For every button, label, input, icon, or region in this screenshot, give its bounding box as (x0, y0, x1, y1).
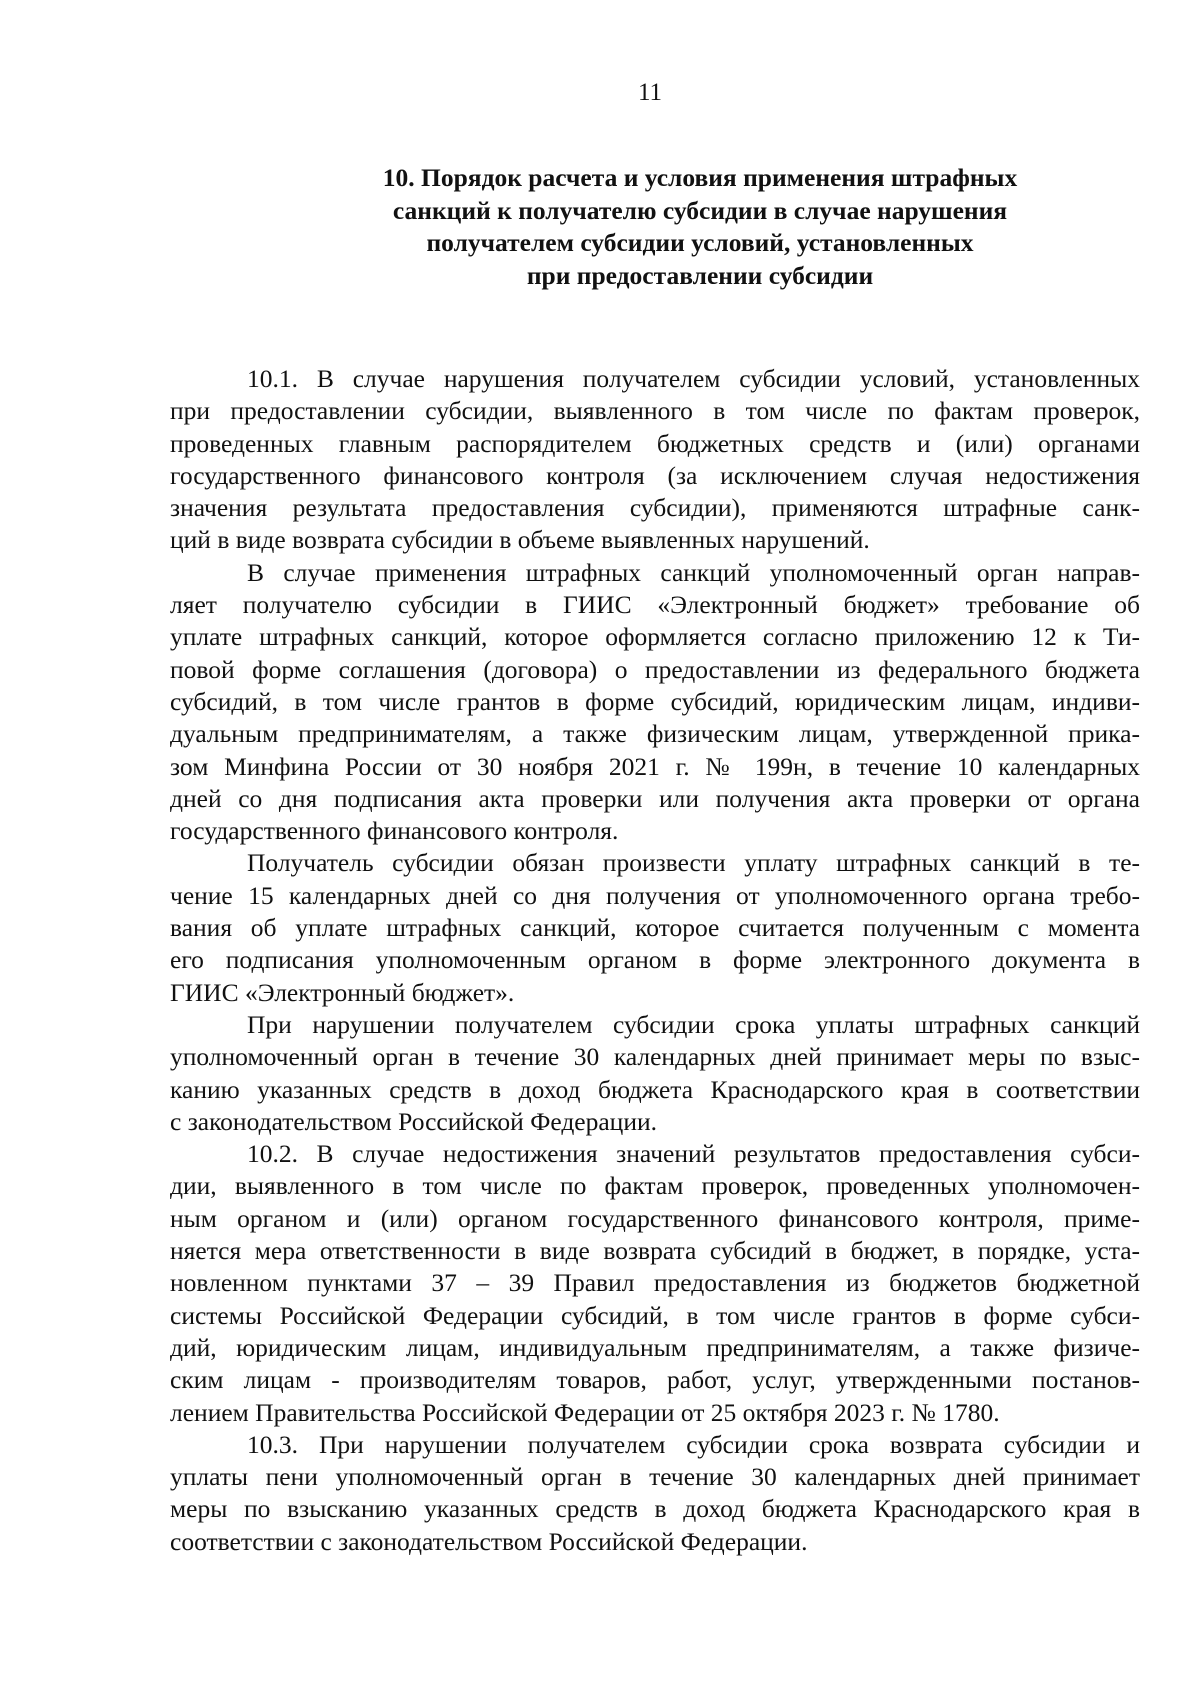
text-line: соответствии с законодательством Российской Федерации. (170, 1526, 808, 1556)
section-title-line: санкций к получателю субсидии в случае нарушения (392, 195, 1008, 225)
body-text (170, 363, 1140, 1558)
text-line: субсидий, в том числе грантов в форме субсидий, юридическим лицам, индиви- (170, 686, 1140, 716)
text-line: при предоставлении субсидии, выявленного в том числе по фактам проверок, (170, 396, 1140, 426)
text-line: лением Правительства Российской Федерации от 25 октября 2023 г. № 1780. (170, 1397, 1000, 1427)
section-title-line: при предоставлении субсидии (526, 260, 874, 290)
text-line: ным органом и (или) органом государственного финансового контроля, приме- (170, 1203, 1140, 1233)
text-line: 10.2. В случае недостижения значений результатов предоставления субси- (247, 1139, 1140, 1169)
paragraph-10-3 (170, 1429, 1140, 1558)
section-title-line: 10. Порядок расчета и условия применения штрафных (382, 163, 1018, 192)
text-line: В случае применения штрафных санкций уполномоченный орган направ- (247, 557, 1140, 587)
section-title (260, 162, 1140, 292)
text-line: ляет получателю субсидии в ГИИС «Электронный бюджет» требование об (170, 590, 1140, 620)
text-line: его подписания уполномоченным органом в форме электронного документа в (170, 945, 1140, 975)
text-line: уплате штрафных санкций, которое оформляется согласно приложению 12 к Ти- (170, 622, 1140, 652)
paragraph-recovery-measures (170, 1009, 1140, 1138)
paragraph-10-2 (170, 1138, 1140, 1429)
paragraph-sanctions-request (170, 557, 1140, 848)
text-line: ГИИС «Электронный бюджет». (170, 977, 515, 1007)
text-line: ций в виде возврата субсидии в объеме выявленных нарушений. (170, 525, 870, 555)
text-line: новленном пунктами 37 – 39 Правил предоставления из бюджетов бюджетной (170, 1268, 1140, 1298)
text-line: уплаты пени уполномоченный орган в течение 30 календарных дней принимает (170, 1462, 1140, 1492)
text-line: государственного финансового контроля (за исключением случая недостижения (170, 460, 1140, 490)
text-line: дуальным предпринимателям, а также физическим лицам, утвержденной прика- (170, 719, 1140, 749)
paragraph-10-1 (170, 363, 1140, 557)
text-line: чение 15 календарных дней со дня получения от уполномоченного органа требо- (170, 880, 1140, 910)
text-line: меры по взысканию указанных средств в доход бюджета Краснодарского края в (170, 1494, 1140, 1524)
section-title-line: получателем субсидии условий, установленных (426, 228, 974, 257)
text-line: повой форме соглашения (договора) о предоставлении из федерального бюджета (170, 654, 1140, 684)
text-line: 10.1. В случае нарушения получателем субсидии условий, установленных (247, 364, 1140, 393)
text-line: дий, юридическим лицам, индивидуальным предпринимателям, а также физиче- (170, 1332, 1140, 1362)
text-line: проведенных главным распорядителем бюджетных средств и (или) органами (170, 428, 1140, 458)
text-line: При нарушении получателем субсидии срока уплаты штрафных санкций (247, 1009, 1140, 1039)
text-line: дии, выявленного в том числе по фактам проверок, проведенных уполномочен- (170, 1171, 1140, 1201)
text-line: значения результата предоставления субсидии), применяются штрафные санк- (170, 493, 1140, 523)
paragraph-payment-deadline (170, 847, 1140, 1008)
text-line: няется мера ответственности в виде возврата субсидий в бюджет, в порядке, уста- (170, 1236, 1140, 1266)
text-line: с законодательством Российской Федерации. (170, 1106, 657, 1136)
text-line: зом Минфина России от 30 ноября 2021 г. № 199н, в течение 10 календарных (170, 751, 1140, 781)
text-line: 10.3. При нарушении получателем субсидии срока возврата субсидии и (247, 1429, 1140, 1459)
text-line: канию указанных средств в доход бюджета Краснодарского края в соответствии (170, 1074, 1140, 1104)
text-line: дней со дня подписания акта проверки или получения акта проверки от органа (170, 783, 1140, 813)
text-line: системы Российской Федерации субсидий, в том числе грантов в форме субси- (170, 1300, 1140, 1330)
text-line: вания об уплате штрафных санкций, которое считается полученным с момента (170, 913, 1140, 943)
text-line: государственного финансового контроля. (170, 816, 619, 846)
text-line: уполномоченный орган в течение 30 календарных дней принимает меры по взыс- (170, 1042, 1140, 1072)
page-number: 11 (637, 79, 663, 106)
text-line: ским лицам - производителям товаров, работ, услуг, утвержденными постанов- (170, 1365, 1140, 1395)
text-line: Получатель субсидии обязан произвести уплату штрафных санкций в те- (247, 848, 1140, 878)
